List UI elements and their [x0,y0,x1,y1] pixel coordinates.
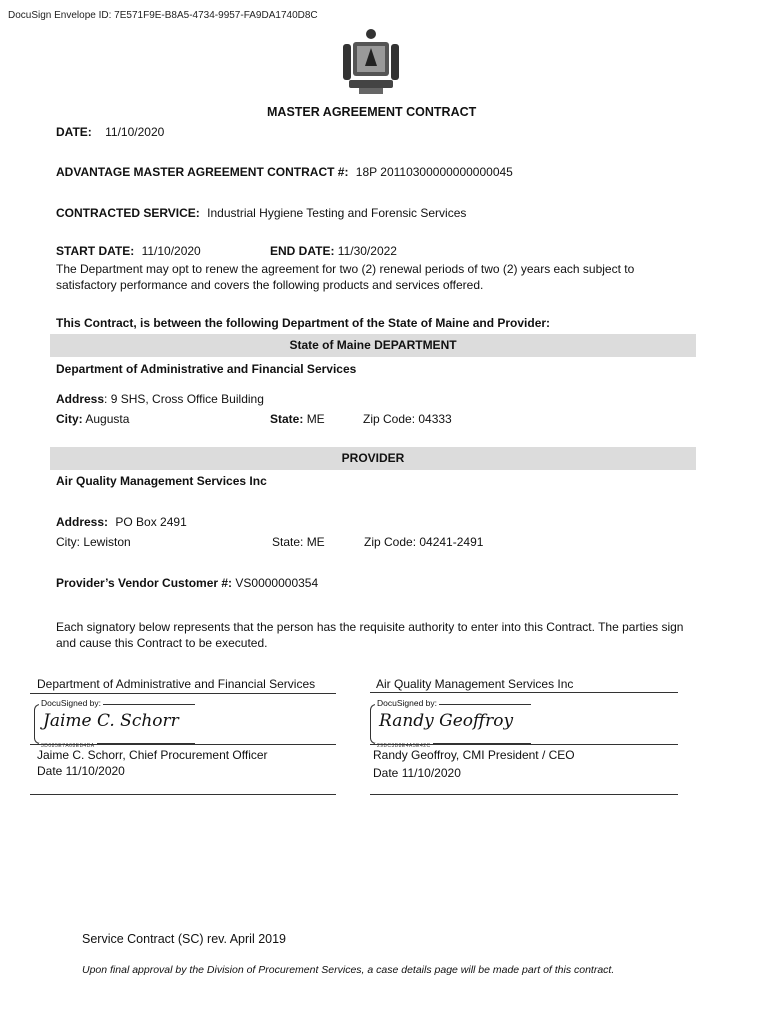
department-address-label: Address [56,392,105,406]
department-name: Department of Administrative and Financial Services [56,362,357,376]
vendor-customer-label: Provider’s Vendor Customer #: [56,576,233,590]
date-label: DATE: [56,125,92,139]
right-org-line [370,692,678,693]
state-seal-logo [335,26,407,98]
right-docusigned-label: DocuSigned by: [377,698,438,708]
contract-number-row [56,165,513,179]
envelope-id: DocuSign Envelope ID: 7E571F9E-B8A5-4734-9957-FA9DA1740D8C [8,10,318,21]
provider-state: State: ME [272,535,325,549]
left-signature-line [30,744,336,745]
department-address [56,392,264,406]
left-signature-org: Department of Administrative and Financial Services [37,677,316,691]
start-date-value: 11/10/2020 [141,244,201,258]
left-signer-name: Jaime C. Schorr, Chief Procurement Officer [37,748,268,762]
right-signature-org: Air Quality Management Services Inc [376,677,574,691]
right-signer-name: Randy Geoffroy, CMI President / CEO [373,748,575,762]
department-state-value: ME [306,412,325,426]
department-header: State of Maine DEPARTMENT [289,338,457,352]
left-date-line [30,794,336,795]
right-date-line [370,794,678,795]
right-signature-image: Randy Geoffroy [379,711,514,731]
provider-header-bar [50,447,696,470]
department-header-bar [50,334,696,357]
right-date-label: Date [373,766,399,780]
department-zip: Zip Code: 04333 [363,412,452,426]
service-value: Industrial Hygiene Testing and Forensic Services [207,206,467,220]
department-state-label: State: [270,412,304,426]
department-address-value: : 9 SHS, Cross Office Building [104,392,264,406]
left-signer-date: Date 11/10/2020 [37,764,125,778]
left-signature-image: Jaime C. Schorr [43,711,179,731]
right-signature-line [370,744,678,745]
service-label: CONTRACTED SERVICE: [56,206,200,220]
signatory-paragraph: Each signatory below represents that the person has the requisite authority to enter into this Contract. The parties sign and cause this Contract to be executed. [56,620,684,650]
vendor-customer-row [56,576,318,590]
footer-revision: Service Contract (SC) rev. April 2019 [82,932,287,946]
right-signer-date [373,766,461,780]
date-row [56,125,164,139]
start-date-row [56,244,201,258]
end-date-value: 11/30/2022 [337,244,397,258]
service-row [56,206,466,220]
department-city [56,412,129,426]
contract-number-value: 18P 20110300000000000045 [355,165,513,179]
renewal-paragraph: The Department may opt to renew the agreement for two (2) renewal periods of two (2) years each subject to satisfactory performance and covers the following products and services offered. [56,262,635,292]
start-date-label: START DATE: [56,244,135,258]
date-value: 11/10/2020 [105,125,165,139]
provider-address [56,515,187,529]
provider-name: Air Quality Management Services Inc [56,474,267,488]
department-city-label: City: [56,412,83,426]
right-docusign-code: 29BC3B8E4A5E42C [377,743,431,749]
right-docusign-box [370,698,531,749]
vendor-customer-value: VS0000000354 [235,576,319,590]
provider-address-label: Address: [56,515,109,529]
department-state [270,412,325,426]
department-city-value: Augusta [85,412,130,426]
provider-header: PROVIDER [341,451,405,465]
page-title: MASTER AGREEMENT CONTRACT [267,105,477,119]
left-docusign-code: 3D085E7A68EB4DA [41,743,95,749]
footer-note: Upon final approval by the Division of Procurement Services, a case details page will be made part of this contract. [82,964,615,976]
provider-address-value: PO Box 2491 [115,515,187,529]
provider-city: City: Lewiston [56,535,131,549]
left-org-line [30,693,336,694]
end-date-label: END DATE: [270,244,335,258]
provider-zip: Zip Code: 04241-2491 [364,535,484,549]
left-docusign-box [34,698,195,749]
contract-number-label: ADVANTAGE MASTER AGREEMENT CONTRACT #: [56,165,349,179]
left-docusigned-label: DocuSigned by: [41,698,102,708]
right-date-value: 11/10/2020 [401,766,461,780]
between-heading: This Contract, is between the following Department of the State of Maine and Provider: [56,316,551,330]
end-date-row [270,244,397,258]
